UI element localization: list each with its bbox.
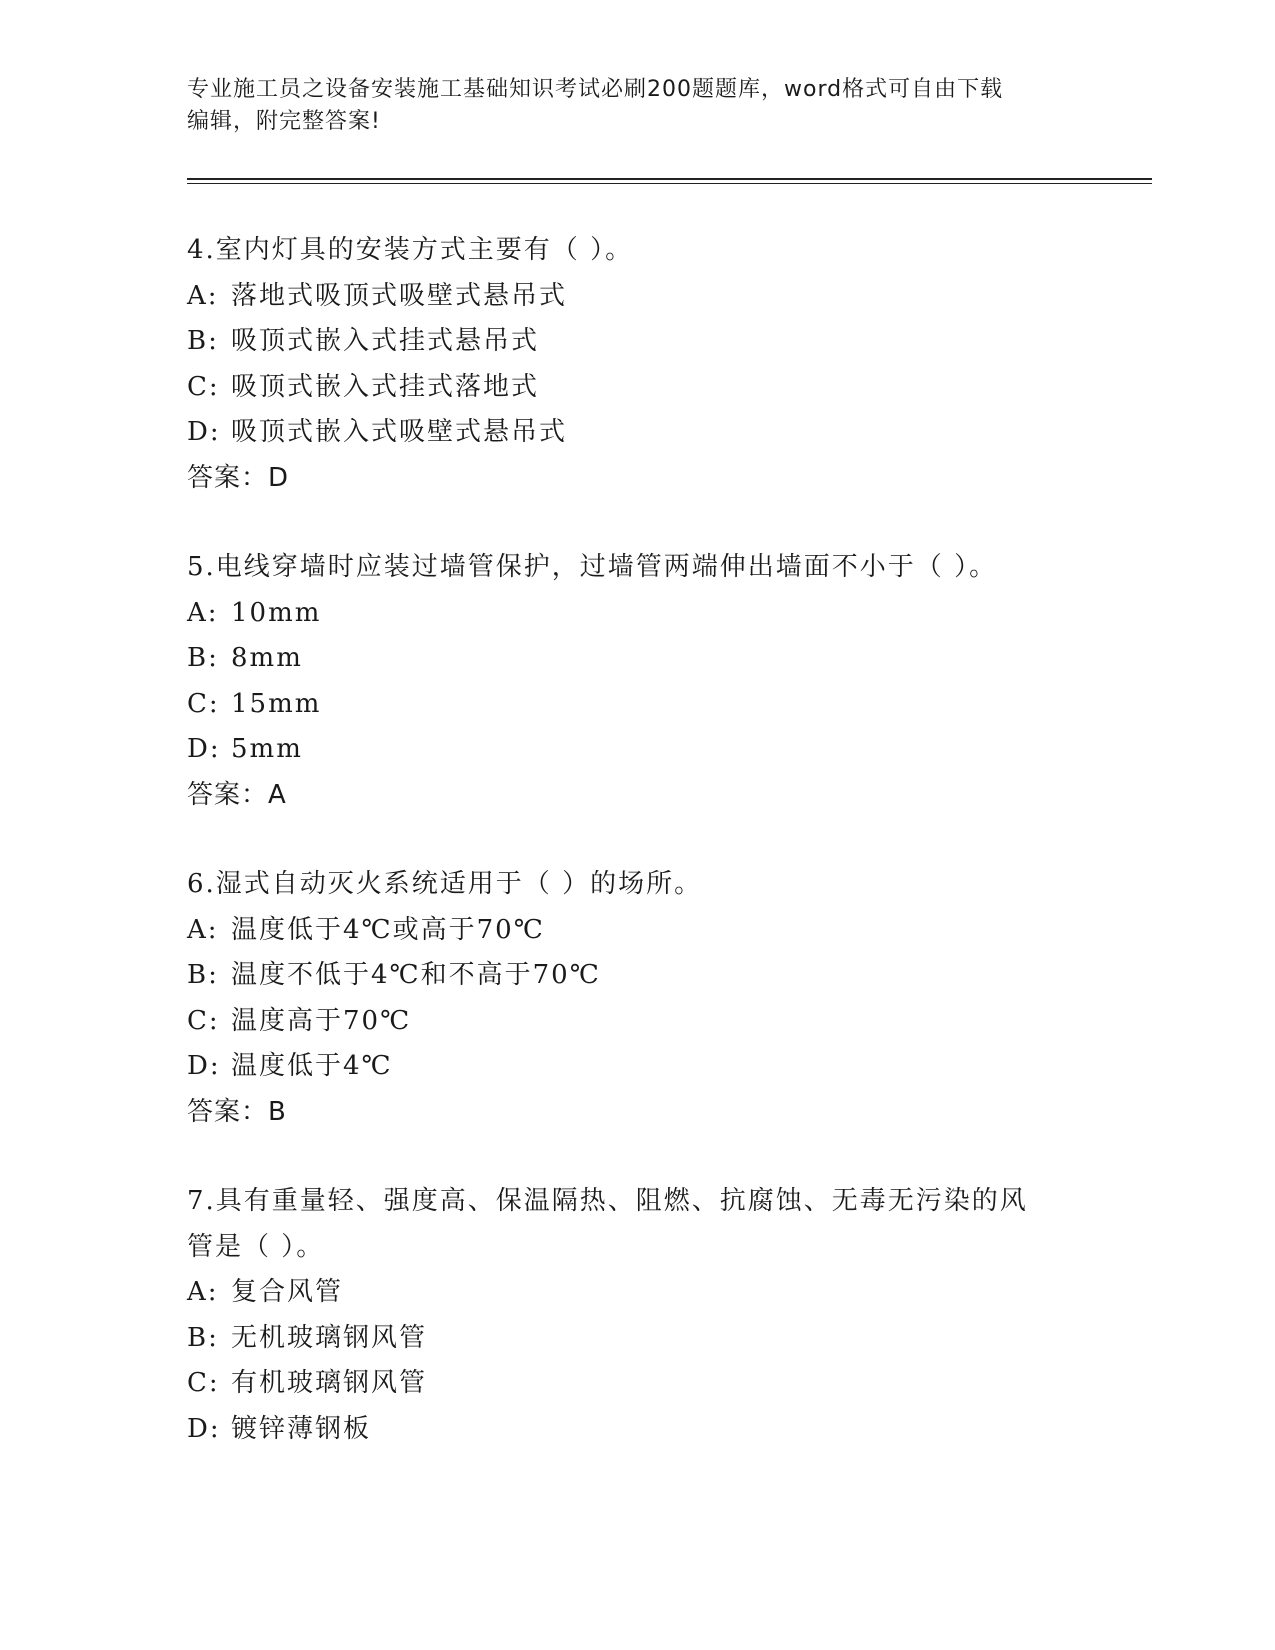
option-letter: C: xyxy=(187,688,220,719)
question-stem: 6.湿式自动灭火系统适用于（ ）的场所。 xyxy=(187,869,703,899)
option-text: 有机玻璃钢风管 xyxy=(231,1368,428,1398)
option-text: 15mm xyxy=(231,688,322,719)
answer-line: 答案：A xyxy=(187,779,287,810)
option-letter: D: xyxy=(187,734,221,764)
option-c xyxy=(187,999,1087,1045)
question-stem-line-1: 7.具有重量轻、强度高、保温隔热、阻燃、抗腐蚀、无毒无污染的风 xyxy=(187,1186,1028,1216)
option-text: 无机玻璃钢风管 xyxy=(231,1322,428,1353)
option-text: 吸顶式嵌入式吸壁式悬吊式 xyxy=(231,417,568,447)
option-letter: B: xyxy=(187,326,219,356)
option-text: 温度不低于4℃和不高于70℃ xyxy=(231,960,601,990)
option-text: 落地式吸顶式吸壁式悬吊式 xyxy=(231,280,568,311)
option-d xyxy=(187,410,1087,456)
option-letter: D: xyxy=(187,1413,221,1444)
option-text: 8mm xyxy=(231,643,303,673)
option-text: 温度高于70℃ xyxy=(231,1005,412,1036)
option-letter: B: xyxy=(187,643,219,673)
option-text: 镀锌薄钢板 xyxy=(231,1413,372,1444)
option-letter: B: xyxy=(187,1322,219,1353)
option-letter: D: xyxy=(187,1051,221,1081)
option-b xyxy=(187,319,1087,365)
header-divider-thin xyxy=(187,183,1152,184)
option-d xyxy=(187,727,1087,773)
option-a xyxy=(187,1270,1087,1316)
option-text: 10mm xyxy=(231,597,322,628)
option-text: 5mm xyxy=(231,734,303,764)
question-7 xyxy=(187,1179,1087,1452)
option-c xyxy=(187,1361,1087,1407)
question-6 xyxy=(187,862,1087,1135)
option-b xyxy=(187,1316,1087,1362)
option-letter: A: xyxy=(187,914,219,945)
option-letter: A: xyxy=(187,597,219,628)
option-letter: A: xyxy=(187,280,219,311)
question-stem-line-2: 管是（ ）。 xyxy=(187,1231,325,1262)
option-a xyxy=(187,274,1087,320)
option-d xyxy=(187,1407,1087,1453)
option-text: 吸顶式嵌入式挂式悬吊式 xyxy=(231,326,540,356)
answer-line: 答案：D xyxy=(187,462,290,493)
option-b xyxy=(187,953,1087,999)
option-letter: C: xyxy=(187,1005,220,1036)
question-5 xyxy=(187,545,1087,818)
option-c xyxy=(187,682,1087,728)
option-a xyxy=(187,591,1087,637)
option-c xyxy=(187,365,1087,411)
option-text: 温度低于4℃ xyxy=(231,1051,393,1081)
header-line-1: 专业施工员之设备安装施工基础知识考试必刷200题题库，word格式可自由下载 xyxy=(187,77,1004,102)
option-letter: A: xyxy=(187,1277,219,1307)
option-a xyxy=(187,908,1087,954)
option-text: 温度低于4℃或高于70℃ xyxy=(231,914,545,945)
question-4 xyxy=(187,228,1087,501)
question-stem: 4.室内灯具的安装方式主要有（ ）。 xyxy=(187,235,634,265)
option-b xyxy=(187,636,1087,682)
document-header xyxy=(187,74,1087,138)
answer-line: 答案：B xyxy=(187,1096,287,1127)
question-list xyxy=(187,228,1087,1496)
option-letter: B: xyxy=(187,960,219,990)
question-stem: 5.电线穿墙时应装过墙管保护，过墙管两端伸出墙面不小于（ ）。 xyxy=(187,552,998,582)
header-line-2: 编辑，附完整答案! xyxy=(187,109,381,134)
option-text: 吸顶式嵌入式挂式落地式 xyxy=(231,371,540,402)
option-text: 复合风管 xyxy=(231,1277,344,1307)
option-d xyxy=(187,1044,1087,1090)
option-letter: C: xyxy=(187,371,220,402)
option-letter: D: xyxy=(187,417,221,447)
option-letter: C: xyxy=(187,1368,220,1398)
header-divider-thick xyxy=(187,178,1152,180)
